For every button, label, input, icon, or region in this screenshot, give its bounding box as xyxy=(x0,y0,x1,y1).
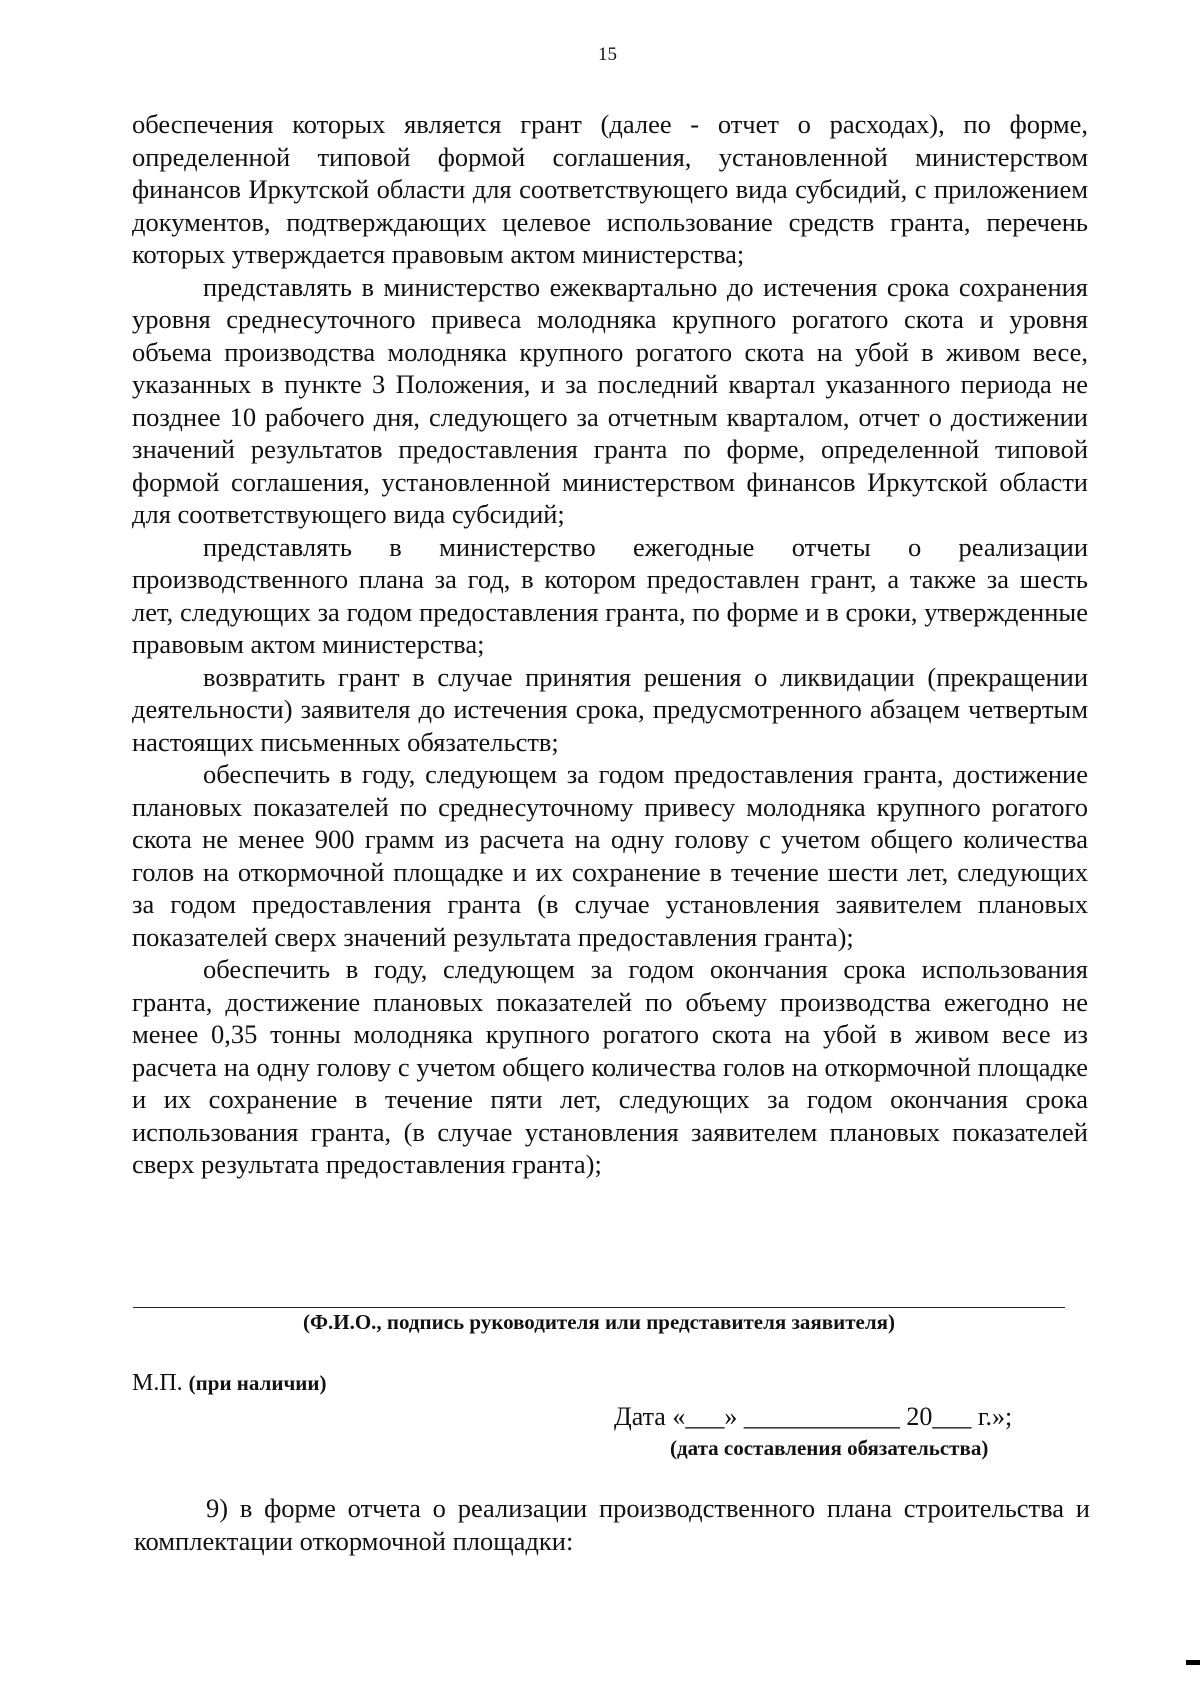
date-line: Дата «___» ____________ 20___ г.»; xyxy=(614,1402,1013,1431)
stamp-place xyxy=(132,1370,327,1397)
signature-line xyxy=(133,1307,1065,1308)
stamp-label: М.П. xyxy=(132,1370,183,1396)
signature-caption: (Ф.И.О., подпись руководителя или представителя заявителя) xyxy=(302,1310,896,1334)
scan-edge-mark xyxy=(1186,1660,1200,1665)
paragraph-quarterly-report: представлять в министерство ежеквартально до истечения срока сохранения уровня среднесуточного привеса молодняка крупного рогатого скота и уровня объема производства молодняка крупного рогатого скота на убой в живом весе, указанных в пункте 3 Положения, и за последний квартал указанного периода не позднее 10 рабочего дня, следующего за отчетным кварталом, отчет о достижении значений результатов предоставления гранта по форме, определенной типовой формой соглашения, установленной министерством финансов Иркутской области для соответствующего вида субсидий; xyxy=(132,271,1088,529)
paragraph-expense-report: обеспечения которых является грант (далее - отчет о расходах), по форме, определенной типовой формой соглашения, установленной министерством финансов Иркутской области для соответствующего вида субсидий, с приложением документов, подтверждающих целевое использование средств гранта, перечень которых утверждается правовым актом министерства; xyxy=(132,109,1088,269)
paragraph-annual-reports: представлять в министерство ежегодные отчеты о реализации производственного плана за год, в котором предоставлен грант, а также за шесть лет, следующих за годом предоставления гранта, по форме и в сроки, утвержденные правовым актом министерства; xyxy=(132,531,1088,659)
section-9 xyxy=(134,1492,1090,1557)
section-9-text: 9) в форме отчета о реализации производственного плана строительства и комплектации откормочной площадки: xyxy=(134,1493,1090,1556)
paragraph-grant-return: возвратить грант в случае принятия решения о ликвидации (прекращении деятельности) заявителя до истечения срока, предусмотренного абзацем четвертым настоящих письменных обязательств; xyxy=(132,661,1088,757)
paragraph-weight-gain-targets: обеспечить в году, следующем за годом предоставления гранта, достижение плановых показателей по среднесуточному привесу молодняка крупного рогатого скота не менее 900 грамм из расчета на одну голову с учетом общего количества голов на откормочной площадке и их сохранение в течение шести лет, следующих за годом предоставления гранта (в случае установления заявителем плановых показателей сверх значений результата предоставления гранта); xyxy=(132,759,1088,952)
stamp-note: (при наличии) xyxy=(188,1371,327,1395)
paragraph-production-targets: обеспечить в году, следующем за годом окончания срока использования гранта, достижение плановых показателей по объему производства ежегодно не менее 0,35 тонны молодняка крупного рогатого скота на убой в живом весе из расчета на одну голову с учетом общего количества голов на откормочной площадке и их сохранение в течение пяти лет, следующих за годом окончания срока использования гранта, (в случае установления заявителем плановых показателей сверх результата предоставления гранта); xyxy=(132,954,1088,1179)
obligations-text xyxy=(132,108,1088,1181)
date-caption: (дата составления обязательства) xyxy=(670,1436,989,1460)
page-number: 15 xyxy=(598,44,617,65)
